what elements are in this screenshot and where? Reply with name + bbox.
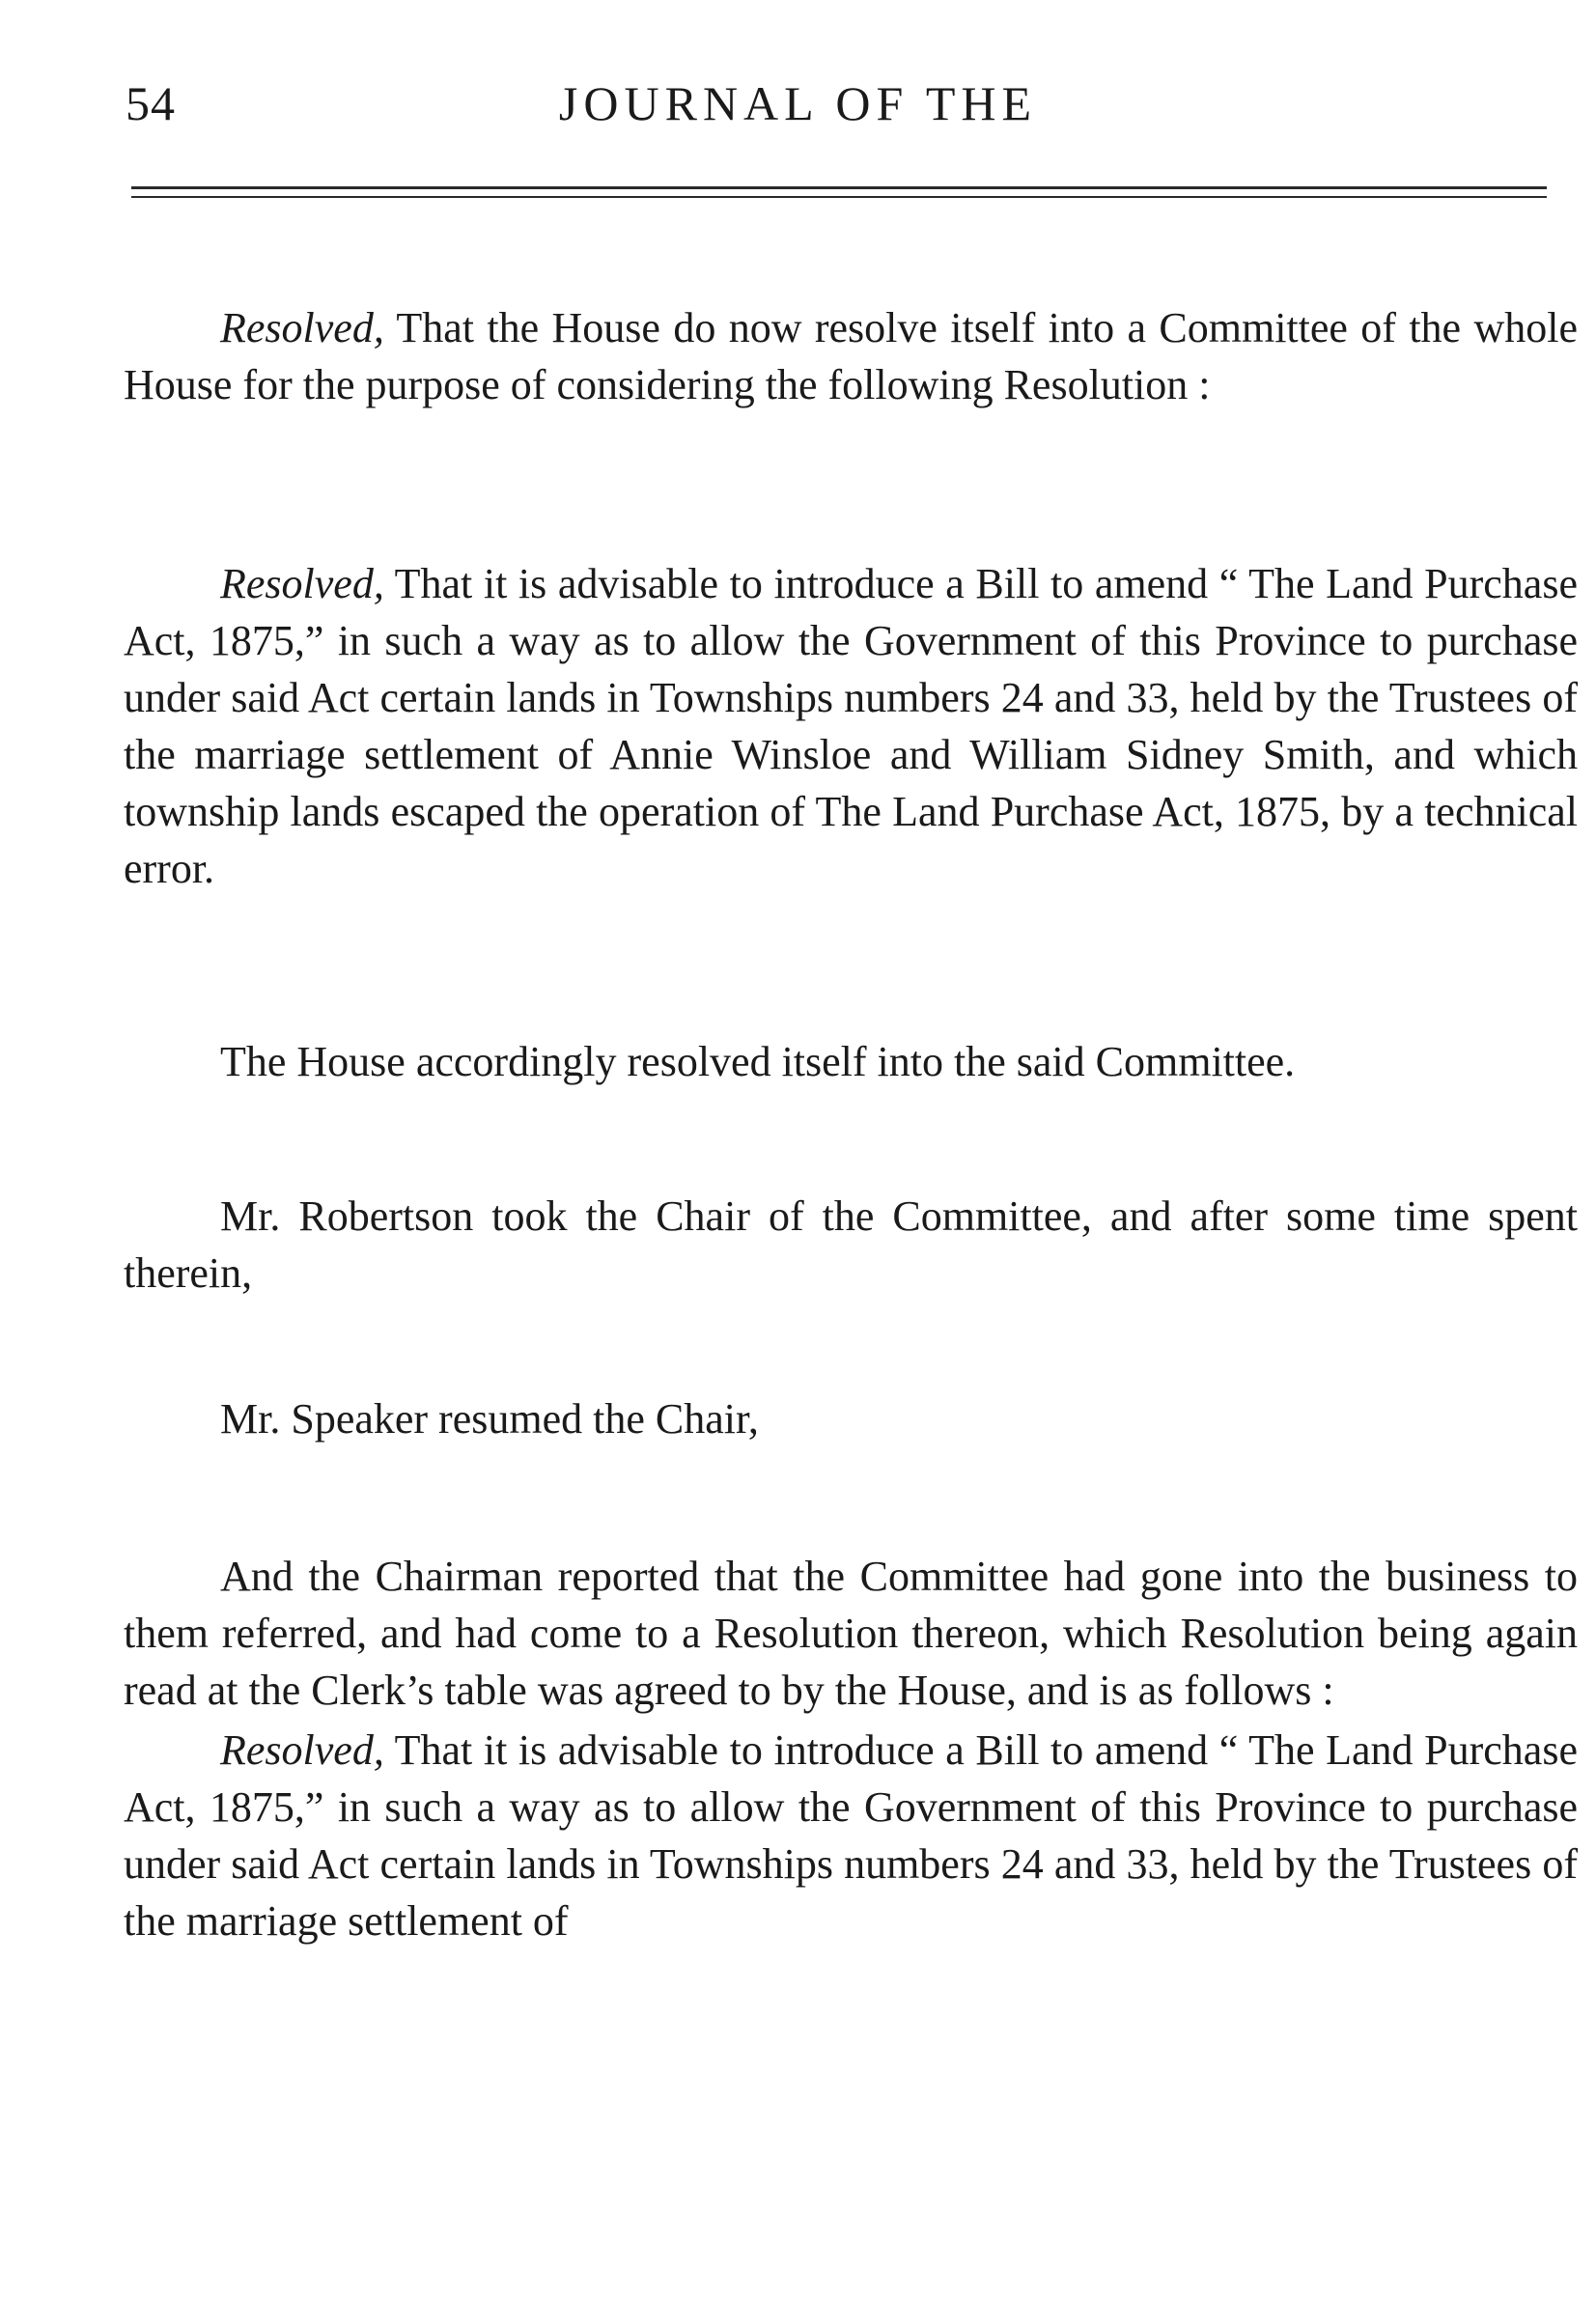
- paragraph-resolution-repeated: [124, 1722, 1578, 1949]
- paragraph-text: Mr. Speaker resumed the Chair,: [220, 1395, 759, 1443]
- paragraph-text: And the Chairman reported that the Committee had gone into the business to them referred, and had come to a Resolution thereon, which Resolution being again read at the Clerk’s table was agreed to by the House, and is as follows :: [124, 1553, 1578, 1714]
- header-rule-top: [131, 186, 1547, 189]
- paragraph-lead: Resolved,: [220, 1726, 384, 1774]
- paragraph-chairman-reported: [124, 1548, 1578, 1719]
- paragraph-text: Mr. Robertson took the Chair of the Committee, and after some time spent therein,: [124, 1192, 1578, 1297]
- paragraph-lead: Resolved,: [220, 560, 384, 607]
- paragraph-text: The House accordingly resolved itself into the said Committee.: [220, 1038, 1296, 1085]
- running-head: JOURNAL OF THE: [558, 76, 1038, 130]
- paragraph-text: That it is advisable to introduce a Bill to amend “ The Land Purchase Act, 1875,” in such a way as to allow the Government of this Province to purchase under said Act certain lands in Townships numbers 24 and 33, held by the Trustees of the marriage settlement of: [124, 1726, 1578, 1945]
- paragraph-text: That it is advisable to introduce a Bill to amend “ The Land Purchase Act, 1875,” in such a way as to allow the Government of this Province to purchase under said Act certain lands in Townships numbers 24 and 33, held by the Trustees of the marriage settlement of Annie Winsloe and William Sidney Smith, and which township lands escaped the operation of The Land Purchase Act, 1875, by a technical error.: [124, 560, 1578, 892]
- paragraph-house-resolved: [124, 1033, 1578, 1090]
- paragraph-robertson-chair: [124, 1188, 1578, 1302]
- paragraph-speaker-resumed: [124, 1390, 1578, 1447]
- header-rule-bottom: [131, 196, 1547, 198]
- paragraph-text: That the House do now resolve itself into a Committee of the whole House for the purpose of considering the following Resolution :: [124, 304, 1578, 408]
- page-number: 54: [126, 76, 176, 130]
- paragraph-resolved-committee: [124, 299, 1578, 413]
- paragraph-lead: Resolved,: [220, 304, 384, 351]
- paragraph-resolution-text: [124, 555, 1578, 897]
